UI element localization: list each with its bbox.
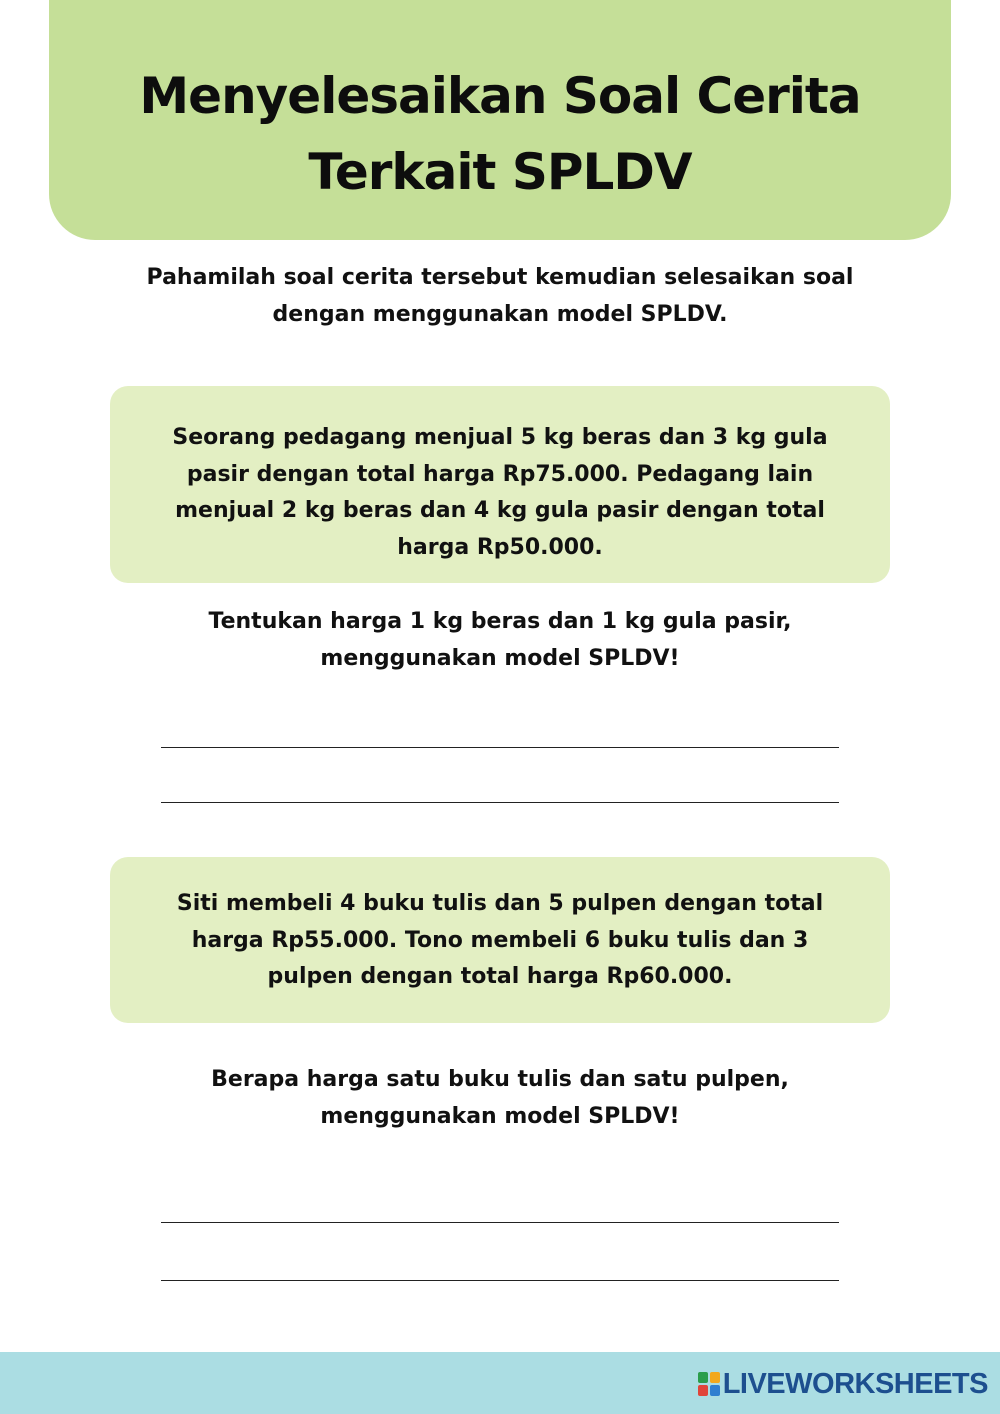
instruction-line-1: Pahamilah soal cerita tersebut kemudian selesaikan soal: [146, 265, 854, 290]
answer-line-4[interactable]: [161, 1280, 839, 1281]
problem-1-line: menjual 2 kg beras dan 4 kg gula pasir dengan total: [175, 498, 825, 523]
answer-line-1[interactable]: [161, 747, 839, 748]
problem-2-line: harga Rp55.000. Tono membeli 6 buku tulis dan 3: [191, 927, 809, 953]
page-title-line-2: Terkait SPLDV: [308, 143, 692, 201]
problem-2-text: [110, 886, 890, 996]
question-2-line-1: Berapa harga satu buku tulis dan satu pulpen,: [211, 1067, 789, 1092]
answer-line-2[interactable]: [161, 802, 839, 803]
problem-1-text: [110, 420, 890, 566]
footer-bar: [0, 1352, 1000, 1414]
problem-1-line: pasir dengan total harga Rp75.000. Pedagang lain: [186, 461, 814, 487]
problem-2-line: Siti membeli 4 buku tulis dan 5 pulpen dengan total: [176, 891, 824, 916]
problem-1-box: [110, 386, 890, 583]
question-1: [100, 603, 900, 677]
problem-2-line: pulpen dengan total harga Rp60.000.: [267, 964, 733, 989]
instruction-line-2: dengan menggunakan model SPLDV.: [272, 302, 728, 327]
question-2: [100, 1061, 900, 1135]
problem-2-box: [110, 857, 890, 1023]
problem-1-line: harga Rp50.000.: [397, 534, 603, 560]
instruction-text: [100, 259, 900, 333]
page-title-line-1: Menyelesaikan Soal Cerita: [139, 67, 861, 125]
question-2-line-2: menggunakan model SPLDV!: [320, 1104, 680, 1129]
brand-name: LIVEWORKSHEETS: [722, 1367, 988, 1400]
answer-line-3[interactable]: [161, 1222, 839, 1223]
page-title: [49, 58, 951, 210]
liveworksheets-logo-icon: [698, 1372, 720, 1396]
problem-1-line: Seorang pedagang menjual 5 kg beras dan 3 kg gula: [172, 425, 828, 450]
question-1-line-2: menggunakan model SPLDV!: [320, 646, 680, 671]
question-1-line-1: Tentukan harga 1 kg beras dan 1 kg gula pasir,: [208, 609, 792, 634]
title-banner: [49, 0, 951, 240]
liveworksheets-brand[interactable]: [698, 1369, 988, 1399]
